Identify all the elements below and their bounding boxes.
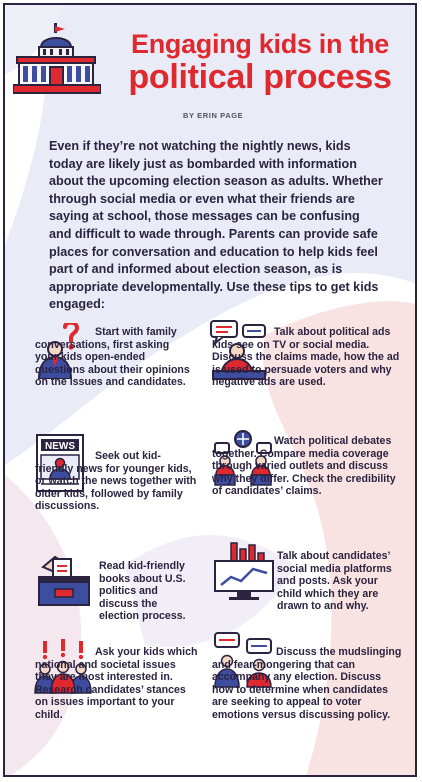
infographic-frame <box>3 3 417 777</box>
intro-paragraph: Even if they’re not watching the nightly news, kids today are likely just as bombarded with information about the upcoming election season as adults. Whether through social media or even what their friends are saying at school, those messages can be confusing and difficult to wade through. Parents can provide safe places for conversation and education to help kids feel part of and informed about election season, as is appropriate developmentally. Use these tips to get kids engaged: <box>49 139 383 312</box>
title-line-2: political process <box>128 58 392 96</box>
tip-kid-news-text: Seek out kid-friendly news for younger kids, or watch the news together with older kids, followed by family discussions. <box>35 450 197 513</box>
monitor-chart-icon <box>213 541 275 601</box>
newspaper-label: NEWS <box>45 441 75 452</box>
byline: BY ERIN PAGE <box>183 111 244 120</box>
tip-political-ads-text: Talk about political ads kids see on TV or social media. Discuss the claims made, how the ad is used to persuade voters and why negative ads are used. <box>212 326 400 389</box>
tip-debates-text: Watch political debates together. Compare media coverage through varied outlets and discuss why they differ. Check the credibility of candidates’ claims. <box>212 435 396 498</box>
capitol-building-icon <box>13 23 101 97</box>
tip-social-media-text: Talk about candidates’ social media platforms and posts. Ask your child which they are drawn to and why. <box>277 550 392 613</box>
title-line-1: Engaging kids in the <box>130 29 389 59</box>
tip-family-text: Start with family conversations, first asking your kids open-ended questions about their opinions on the issues and candidates. <box>35 326 190 389</box>
tip-issues-text: Ask your kids which national and societal issues they are most interested in. Research candidates’ stances on issues important to your child. <box>35 646 198 721</box>
tip-mudslinging-text: Discuss the mudslinging and fear-mongering that can accompany any election. Discuss how to determine when candidates are seeking to appeal to voter emotions versus discussing policy. <box>212 646 402 721</box>
tip-books-text: Read kid-friendly books about U.S. politics and discuss the election process. <box>99 560 186 623</box>
ballot-box-icon <box>35 553 93 607</box>
page-title <box>101 31 417 94</box>
